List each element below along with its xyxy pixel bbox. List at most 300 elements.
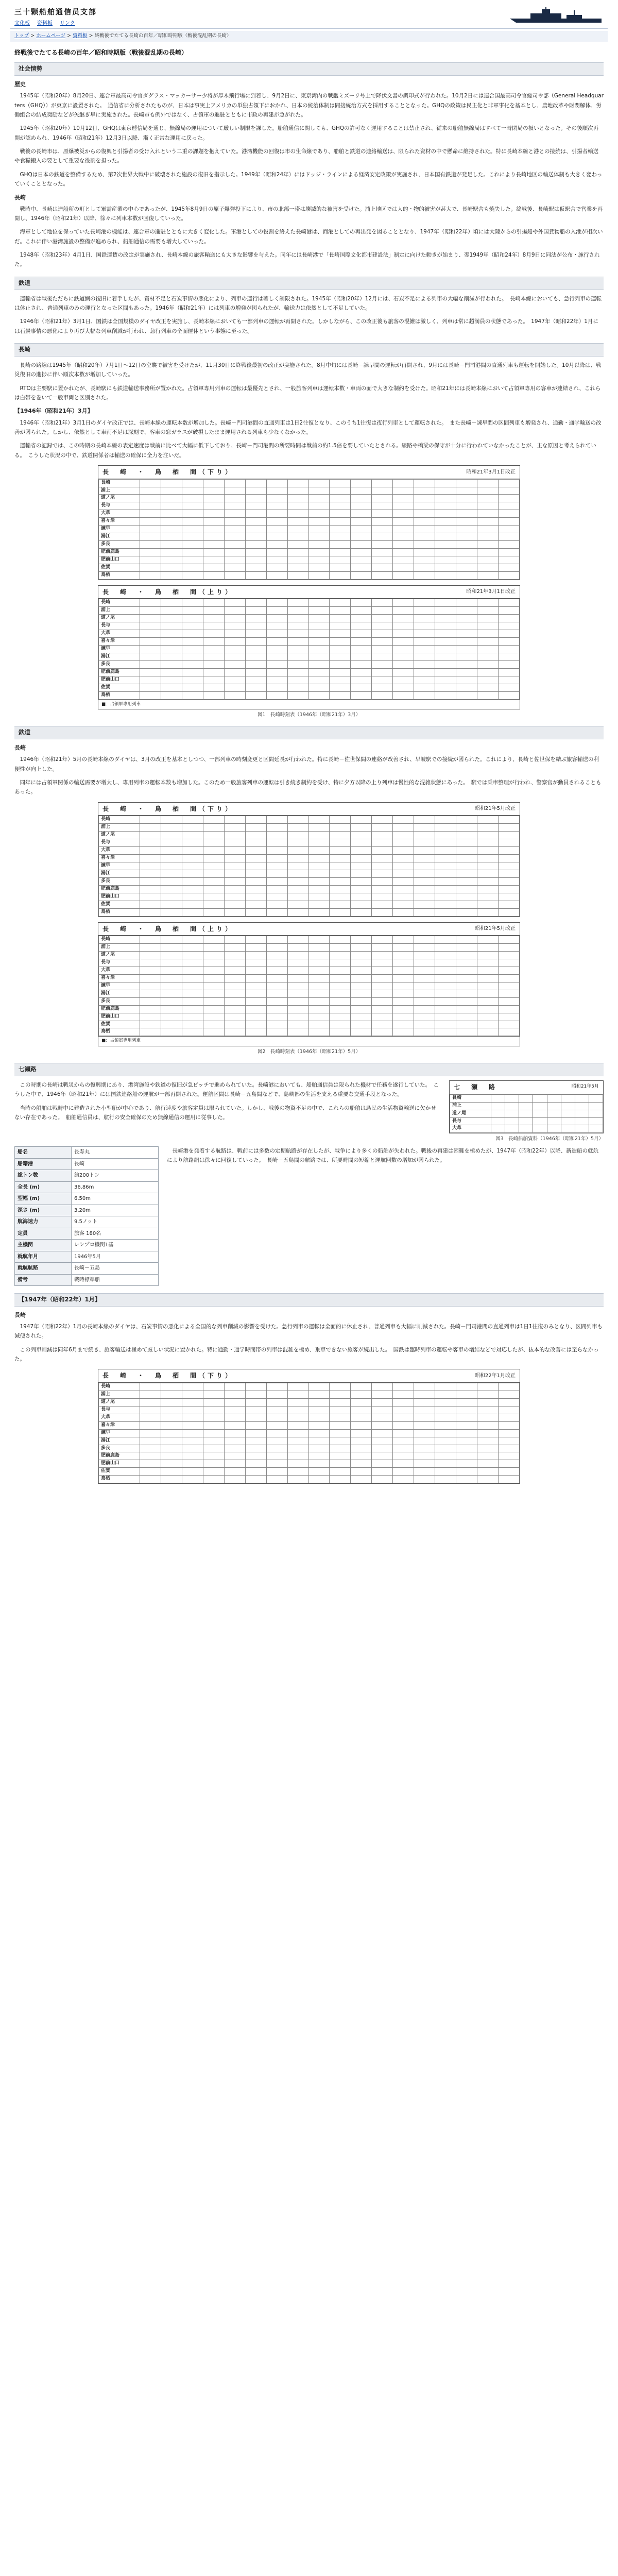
station-name: 肥前鹿島: [99, 1005, 140, 1013]
spec-key: 船名: [15, 1147, 72, 1159]
table-row: [99, 556, 520, 564]
time-cell: [182, 1437, 203, 1445]
station-name: 浦上: [450, 1102, 491, 1110]
time-cell: [498, 908, 519, 916]
time-cell: [330, 885, 351, 893]
breadcrumb-home[interactable]: トップ: [14, 33, 29, 39]
time-cell: [140, 1421, 161, 1429]
breadcrumb-item-materials[interactable]: 資料板: [73, 33, 88, 39]
time-cell: [140, 952, 161, 959]
time-cell: [330, 870, 351, 877]
table-row: [99, 832, 520, 839]
time-cell: [287, 510, 308, 518]
time-cell: [351, 1452, 372, 1460]
time-cell: [477, 974, 499, 982]
time-cell: [245, 691, 266, 699]
time-cell: [498, 691, 519, 699]
time-cell: [372, 615, 393, 622]
time-cell: [308, 862, 330, 870]
timetable-note: 昭和21年3月1日改正: [466, 469, 516, 475]
paragraph: 運輸省の記録では、この時期の長崎本線の表定速度は戦前に比べて大幅に低下しており、長崎－門司港間の所要時間は戦前の約1.5倍を要していたとされる。線路や橋梁の保守が十分に行われていなかったことが、主な原因と考えられている。 こうした状況の中で、鉄道関係者は輸送の確保に全力を注いだ。: [14, 443, 596, 459]
time-cell: [224, 599, 245, 607]
time-cell: [224, 607, 245, 615]
time-cell: [203, 997, 224, 1005]
time-cell: [414, 936, 435, 944]
time-cell: [330, 936, 351, 944]
table-row: [99, 479, 520, 487]
time-cell: [393, 510, 414, 518]
table-row: [99, 1476, 520, 1483]
time-cell: [575, 1102, 589, 1110]
time-cell: [414, 1391, 435, 1398]
time-cell: [435, 668, 456, 676]
time-cell: [498, 1452, 519, 1460]
time-cell: [287, 1021, 308, 1028]
time-cell: [372, 862, 393, 870]
time-cell: [498, 974, 519, 982]
table-row: [99, 1021, 520, 1028]
time-cell: [351, 862, 372, 870]
time-cell: [498, 1468, 519, 1476]
station-name: 多良: [99, 877, 140, 885]
time-cell: [505, 1094, 519, 1102]
time-cell: [414, 495, 435, 502]
time-cell: [414, 622, 435, 630]
time-cell: [456, 944, 477, 952]
time-cell: [182, 855, 203, 862]
time-cell: [308, 541, 330, 549]
time-cell: [245, 564, 266, 571]
time-cell: [351, 893, 372, 901]
time-cell: [330, 487, 351, 495]
time-cell: [477, 893, 499, 901]
station-name: 多良: [99, 1445, 140, 1452]
time-cell: [372, 1414, 393, 1421]
time-cell: [414, 549, 435, 556]
time-cell: [245, 495, 266, 502]
time-cell: [477, 1452, 499, 1460]
time-cell: [203, 855, 224, 862]
time-cell: [330, 1005, 351, 1013]
time-cell: [140, 870, 161, 877]
time-cell: [435, 660, 456, 668]
station-name: 道ノ尾: [99, 495, 140, 502]
time-cell: [414, 1460, 435, 1468]
time-cell: [435, 622, 456, 630]
spec-value: 3.20m: [72, 1205, 159, 1216]
time-cell: [519, 1110, 533, 1117]
table-row: [99, 1028, 520, 1036]
time-cell: [266, 1028, 287, 1036]
time-cell: [287, 684, 308, 691]
time-cell: [182, 533, 203, 541]
time-cell: [456, 974, 477, 982]
time-cell: [351, 1383, 372, 1391]
time-cell: [393, 1452, 414, 1460]
time-cell: [203, 630, 224, 638]
time-cell: [161, 1414, 182, 1421]
time-cell: [161, 541, 182, 549]
spec-row: [15, 1240, 159, 1251]
time-cell: [203, 816, 224, 824]
time-cell: [351, 908, 372, 916]
time-cell: [308, 832, 330, 839]
time-cell: [266, 479, 287, 487]
time-cell: [372, 541, 393, 549]
station-name: 道ノ尾: [99, 952, 140, 959]
time-cell: [456, 855, 477, 862]
breadcrumb-current: 終戦後でたてる長崎の百年／昭和時期版（戦後混乱期の長崎）: [94, 33, 232, 39]
time-cell: [414, 952, 435, 959]
station-name: 佐賀: [99, 564, 140, 571]
station-name: 喜々津: [99, 518, 140, 526]
time-cell: [140, 495, 161, 502]
time-cell: [266, 908, 287, 916]
time-cell: [203, 1468, 224, 1476]
station-name: 長与: [99, 1406, 140, 1414]
time-cell: [414, 824, 435, 832]
time-cell: [456, 622, 477, 630]
time-cell: [393, 816, 414, 824]
time-cell: [203, 676, 224, 684]
time-cell: [266, 901, 287, 908]
time-cell: [308, 990, 330, 997]
time-cell: [456, 571, 477, 579]
time-cell: [224, 518, 245, 526]
time-cell: [203, 870, 224, 877]
time-cell: [245, 944, 266, 952]
time-cell: [477, 638, 499, 646]
time-cell: [161, 1383, 182, 1391]
time-cell: [161, 495, 182, 502]
time-cell: [161, 638, 182, 646]
time-cell: [372, 1460, 393, 1468]
breadcrumb-item-homepage[interactable]: ホームページ: [36, 33, 66, 39]
time-cell: [308, 691, 330, 699]
station-name: 湯江: [99, 653, 140, 660]
spec-row: [15, 1274, 159, 1286]
time-cell: [498, 607, 519, 615]
time-cell: [161, 684, 182, 691]
paragraph: 長崎港を発着する航路は、戦前には多数の定期航路が存在したが、戦争により多くの船舶が失われた。戦後の再建は困難を極めたが、1947年（昭和22年）以降、新造船の就航により航路網は徐々に回復していった。 長崎－五島間の航路では、所要時間の短縮と運航回数の増加が図られた。: [167, 1148, 599, 1164]
time-cell: [351, 510, 372, 518]
time-cell: [456, 526, 477, 533]
time-cell: [435, 944, 456, 952]
station-name: 長崎: [99, 816, 140, 824]
time-cell: [182, 668, 203, 676]
time-cell: [393, 959, 414, 967]
time-cell: [393, 487, 414, 495]
time-cell: [435, 893, 456, 901]
time-cell: [498, 599, 519, 607]
time-cell: [372, 646, 393, 653]
time-cell: [224, 816, 245, 824]
spec-value: 1946年5月: [72, 1251, 159, 1263]
time-cell: [477, 668, 499, 676]
time-cell: [287, 1013, 308, 1021]
station-name: 長与: [99, 839, 140, 847]
time-cell: [224, 1445, 245, 1452]
time-cell: [456, 646, 477, 653]
time-cell: [435, 1028, 456, 1036]
time-cell: [203, 556, 224, 564]
time-cell: [224, 997, 245, 1005]
timetable-title: 長 崎 ・ 鳥 栖 間（上り）: [102, 925, 234, 933]
table-row: [99, 599, 520, 607]
table-row: [99, 684, 520, 691]
time-cell: [372, 487, 393, 495]
time-cell: [414, 541, 435, 549]
time-cell: [308, 1028, 330, 1036]
spec-row: [15, 1205, 159, 1216]
time-cell: [393, 638, 414, 646]
time-cell: [203, 1028, 224, 1036]
time-cell: [140, 502, 161, 510]
time-cell: [351, 653, 372, 660]
table-row: [99, 676, 520, 684]
time-cell: [435, 1476, 456, 1483]
time-cell: [435, 974, 456, 982]
time-cell: [203, 518, 224, 526]
time-cell: [330, 510, 351, 518]
time-cell: [393, 1406, 414, 1414]
time-cell: [266, 691, 287, 699]
figure-caption: 図3 長崎船舶資料（1946年（昭和21年）5月）: [495, 1136, 604, 1142]
time-cell: [435, 839, 456, 847]
station-name: 長崎: [99, 599, 140, 607]
time-cell: [287, 1391, 308, 1398]
station-name: 多良: [99, 541, 140, 549]
time-cell: [224, 495, 245, 502]
time-cell: [287, 839, 308, 847]
time-cell: [266, 495, 287, 502]
time-cell: [161, 944, 182, 952]
time-cell: [477, 541, 499, 549]
table-row: [99, 1437, 520, 1445]
time-cell: [308, 684, 330, 691]
time-cell: [372, 526, 393, 533]
table-row: [99, 660, 520, 668]
time-cell: [266, 847, 287, 855]
nav-link-links[interactable]: リンク: [60, 21, 75, 26]
time-cell: [224, 615, 245, 622]
time-cell: [477, 990, 499, 997]
time-cell: [203, 893, 224, 901]
time-cell: [498, 646, 519, 653]
time-cell: [287, 959, 308, 967]
table-row: [99, 908, 520, 916]
time-cell: [182, 1013, 203, 1021]
timetable: [98, 585, 520, 709]
time-cell: [266, 1398, 287, 1406]
spec-key: 深さ (m): [15, 1205, 72, 1216]
time-cell: [351, 630, 372, 638]
time-cell: [351, 1028, 372, 1036]
time-cell: [224, 502, 245, 510]
time-cell: [203, 1021, 224, 1028]
time-cell: [414, 676, 435, 684]
time-cell: [182, 684, 203, 691]
time-cell: [308, 1391, 330, 1398]
time-cell: [498, 832, 519, 839]
time-cell: [182, 832, 203, 839]
time-cell: [414, 908, 435, 916]
time-cell: [140, 549, 161, 556]
time-cell: [393, 526, 414, 533]
timetable-grid: [98, 479, 520, 580]
time-cell: [414, 839, 435, 847]
station-name: 長崎: [450, 1094, 491, 1102]
time-cell: [245, 936, 266, 944]
time-cell: [161, 533, 182, 541]
time-cell: [351, 952, 372, 959]
time-cell: [308, 997, 330, 1005]
time-cell: [519, 1125, 533, 1133]
time-cell: [372, 839, 393, 847]
station-name: 肥前山口: [99, 1460, 140, 1468]
time-cell: [477, 1445, 499, 1452]
time-cell: [477, 855, 499, 862]
time-cell: [435, 676, 456, 684]
time-cell: [245, 599, 266, 607]
time-cell: [224, 526, 245, 533]
time-cell: [287, 495, 308, 502]
time-cell: [561, 1125, 575, 1133]
section-heading: 七瀬路: [14, 1063, 604, 1076]
time-cell: [456, 1398, 477, 1406]
time-cell: [351, 1414, 372, 1421]
paragraph: 1945年（昭和20年）10月12日、GHQは東京逓信局を通じ、無線局の運用について厳しい制限を課した。船舶通信に関しても、GHQの許可なく運用することは禁止され、従来の船舶無線局はすべて一時閉局の扱いとなった。その後順次再開が認められ、1946年（昭和21年）12月3日以降、漸く正常な運用に戻った。: [14, 125, 599, 141]
time-cell: [589, 1117, 603, 1125]
time-cell: [182, 893, 203, 901]
time-cell: [372, 660, 393, 668]
time-cell: [161, 893, 182, 901]
time-cell: [203, 982, 224, 990]
time-cell: [266, 1437, 287, 1445]
time-cell: [140, 1005, 161, 1013]
time-cell: [308, 479, 330, 487]
paragraph: 1946年（昭和21年）5月の長崎本線のダイヤは、3月の改正を基本としつつ、一部列車の時刻変更と区間延長が行われた。特に長崎－佐世保間の連絡が改善され、早岐駅での接続が図られた。これにより、長崎と佐世保を結ぶ旅客輸送の利便性が向上した。: [14, 756, 599, 772]
nav-link-materials[interactable]: 资料板: [37, 21, 53, 26]
station-name: 諫早: [99, 1429, 140, 1437]
time-cell: [182, 622, 203, 630]
time-cell: [414, 668, 435, 676]
time-cell: [435, 855, 456, 862]
time-cell: [372, 1398, 393, 1406]
time-cell: [351, 847, 372, 855]
time-cell: [287, 615, 308, 622]
nav-link-culture[interactable]: 文化板: [14, 21, 30, 26]
time-cell: [140, 982, 161, 990]
time-cell: [498, 653, 519, 660]
time-cell: [161, 990, 182, 997]
time-cell: [287, 1429, 308, 1437]
time-cell: [287, 638, 308, 646]
time-cell: [456, 479, 477, 487]
time-cell: [266, 541, 287, 549]
time-cell: [330, 1013, 351, 1021]
table-row: [450, 1125, 603, 1133]
time-cell: [140, 990, 161, 997]
time-cell: [351, 479, 372, 487]
time-cell: [372, 1421, 393, 1429]
time-cell: [351, 607, 372, 615]
time-cell: [203, 571, 224, 579]
time-cell: [505, 1110, 519, 1117]
table-row: [99, 816, 520, 824]
spec-key: 総トン数: [15, 1170, 72, 1182]
time-cell: [533, 1117, 547, 1125]
time-cell: [203, 877, 224, 885]
time-cell: [498, 990, 519, 997]
time-cell: [182, 1476, 203, 1483]
time-cell: [372, 832, 393, 839]
time-cell: [456, 1437, 477, 1445]
time-cell: [372, 1013, 393, 1021]
time-cell: [330, 676, 351, 684]
section-society: [14, 62, 604, 269]
time-cell: [561, 1094, 575, 1102]
time-cell: [330, 901, 351, 908]
time-cell: [477, 1421, 499, 1429]
table-row: [99, 607, 520, 615]
table-row: [99, 862, 520, 870]
time-cell: [266, 1383, 287, 1391]
time-cell: [547, 1125, 561, 1133]
time-cell: [245, 885, 266, 893]
station-name: 湯江: [99, 870, 140, 877]
time-cell: [589, 1125, 603, 1133]
time-cell: [498, 556, 519, 564]
time-cell: [351, 936, 372, 944]
time-cell: [287, 1437, 308, 1445]
time-cell: [308, 630, 330, 638]
time-cell: [308, 607, 330, 615]
time-cell: [224, 622, 245, 630]
time-cell: [224, 1028, 245, 1036]
time-cell: [351, 1398, 372, 1406]
time-cell: [330, 1398, 351, 1406]
time-cell: [224, 974, 245, 982]
table-row: [99, 615, 520, 622]
time-cell: [456, 607, 477, 615]
time-cell: [456, 816, 477, 824]
time-cell: [287, 668, 308, 676]
spec-value: 9.5ノット: [72, 1216, 159, 1228]
time-cell: [203, 1005, 224, 1013]
time-cell: [435, 1421, 456, 1429]
time-cell: [245, 847, 266, 855]
time-cell: [245, 533, 266, 541]
time-cell: [161, 824, 182, 832]
time-cell: [372, 1028, 393, 1036]
table-row: [99, 893, 520, 901]
time-cell: [140, 893, 161, 901]
time-cell: [477, 533, 499, 541]
time-cell: [161, 691, 182, 699]
time-cell: [287, 908, 308, 916]
time-cell: [456, 1406, 477, 1414]
time-cell: [182, 936, 203, 944]
time-cell: [456, 839, 477, 847]
time-cell: [435, 495, 456, 502]
time-cell: [161, 1429, 182, 1437]
time-cell: [224, 479, 245, 487]
time-cell: [351, 990, 372, 997]
time-cell: [330, 832, 351, 839]
time-cell: [456, 549, 477, 556]
time-cell: [393, 549, 414, 556]
